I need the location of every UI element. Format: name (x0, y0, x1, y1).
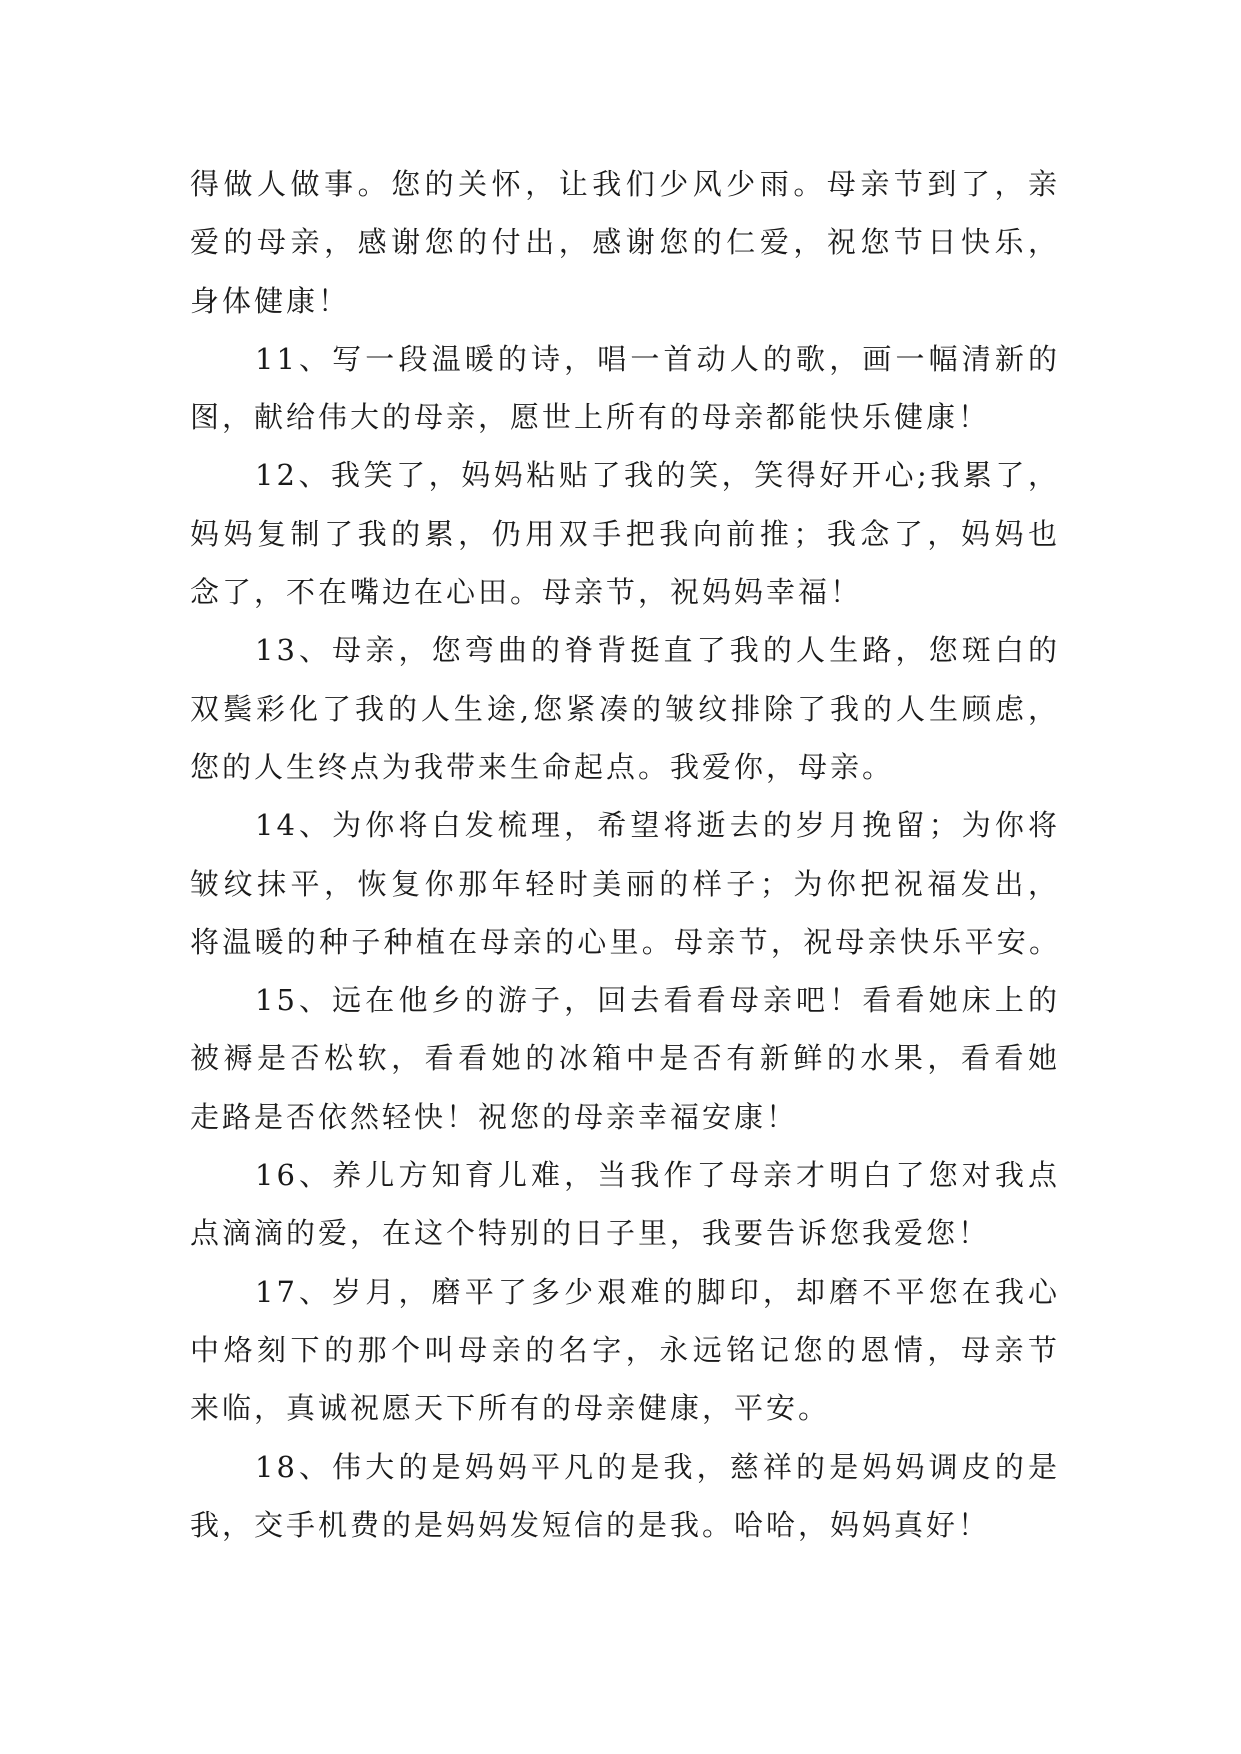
text-line: 双鬓彩化了我的人生途,您紧凑的皱纹排除了我的人生顾虑， (190, 691, 1060, 726)
paragraph-15 (190, 971, 1060, 1146)
text-line: 您的人生终点为我带来生命起点。我爱你，母亲。 (190, 749, 895, 784)
paragraph-14 (190, 796, 1060, 971)
text-line: 17、岁月，磨平了多少艰难的脚印，却磨不平您在我心 (255, 1274, 1060, 1309)
text-line: 爱的母亲，感谢您的付出，感谢您的仁爱，祝您节日快乐， (190, 225, 1060, 260)
text-line: 走路是否依然轻快！祝您的母亲幸福安康！ (190, 1099, 799, 1134)
document-body (190, 155, 1060, 1554)
text-line: 皱纹抹平，恢复你那年轻时美丽的样子；为你把祝福发出， (190, 866, 1060, 901)
text-line: 11、写一段温暖的诗，唱一首动人的歌，画一幅清新的 (255, 341, 1060, 376)
text-line: 12、我笑了，妈妈粘贴了我的笑，笑得好开心;我累了， (255, 458, 1060, 493)
paragraph-17 (190, 1263, 1060, 1438)
text-line: 13、母亲，您弯曲的脊背挺直了我的人生路，您斑白的 (255, 633, 1060, 668)
text-line: 来临，真诚祝愿天下所有的母亲健康，平安。 (190, 1391, 831, 1426)
paragraph-11 (190, 330, 1060, 447)
text-line: 16、养儿方知育儿难，当我作了母亲才明白了您对我点 (255, 1158, 1060, 1193)
text-line: 我，交手机费的是妈妈发短信的是我。哈哈，妈妈真好！ (190, 1507, 991, 1542)
text-line: 中烙刻下的那个叫母亲的名字，永远铭记您的恩情，母亲节 (190, 1332, 1060, 1367)
text-line: 15、远在他乡的游子，回去看看母亲吧！看看她床上的 (255, 983, 1060, 1018)
text-line: 将温暖的种子种植在母亲的心里。母亲节，祝母亲快乐平安。 (190, 924, 1060, 959)
text-line: 念了，不在嘴边在心田。母亲节，祝妈妈幸福！ (190, 575, 863, 610)
text-line: 点滴滴的爱，在这个特别的日子里，我要告诉您我爱您！ (190, 1216, 991, 1251)
text-line: 14、为你将白发梳理，希望将逝去的岁月挽留；为你将 (255, 808, 1060, 843)
paragraph-12 (190, 446, 1060, 621)
paragraph-18 (190, 1438, 1060, 1555)
text-line: 图，献给伟大的母亲，愿世上所有的母亲都能快乐健康！ (190, 400, 991, 435)
text-line: 18、伟大的是妈妈平凡的是我，慈祥的是妈妈调皮的是 (255, 1449, 1060, 1484)
paragraph-continued (190, 155, 1060, 330)
text-line: 得做人做事。您的关怀，让我们少风少雨。母亲节到了，亲 (190, 167, 1060, 201)
text-line: 身体健康！ (190, 283, 351, 318)
paragraph-13 (190, 621, 1060, 796)
paragraph-16 (190, 1146, 1060, 1263)
text-line: 被褥是否松软，看看她的冰箱中是否有新鲜的水果，看看她 (190, 1041, 1060, 1076)
text-line: 妈妈复制了我的累，仍用双手把我向前推；我念了，妈妈也 (190, 516, 1060, 551)
